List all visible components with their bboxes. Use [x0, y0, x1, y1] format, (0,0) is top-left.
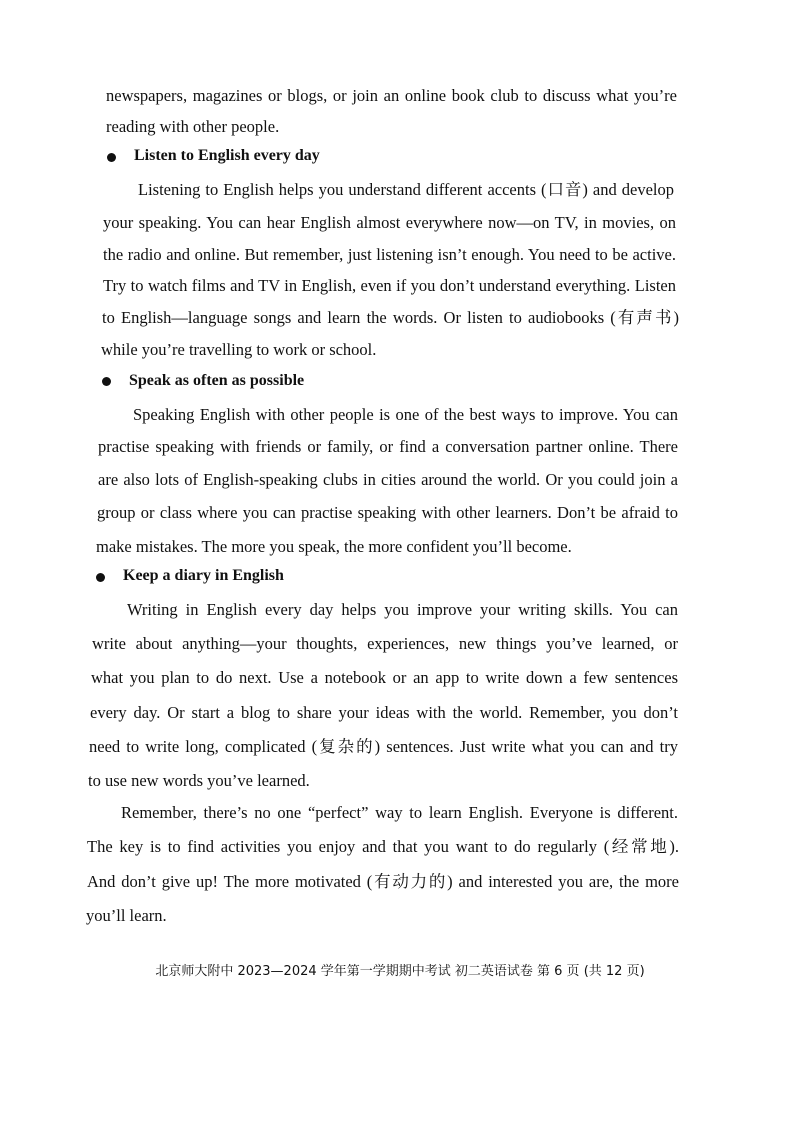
- paragraph-line: practise speaking with friends or family, or find a conversation partner online. There: [98, 437, 678, 456]
- paragraph-line: your speaking. You can hear English almost everywhere now—on TV, in movies, on: [103, 213, 676, 232]
- paragraph-line: every day. Or start a blog to share your ideas with the world. Remember, you don’t: [90, 703, 678, 722]
- paragraph-line: are also lots of English-speaking clubs in cities around the world. Or you could join a: [98, 470, 678, 489]
- paragraph-line: the radio and online. But remember, just listening isn’t enough. You need to be active.: [103, 245, 676, 264]
- paragraph-line: Speaking English with other people is one of the best ways to improve. You can: [133, 405, 678, 424]
- paragraph-line: need to write long, complicated (复杂的) sentences. Just write what you can and try: [89, 737, 678, 756]
- intro-line: reading with other people.: [106, 117, 280, 136]
- section-heading: Speak as often as possible: [129, 372, 305, 389]
- bullet-icon: [102, 377, 111, 386]
- paragraph-line: Writing in English every day helps you improve your writing skills. You can: [127, 600, 678, 619]
- paragraph-line: Listening to English helps you understand different accents (口音) and develop: [138, 180, 674, 199]
- paragraph-line: Try to watch films and TV in English, even if you don’t understand everything. Listen: [103, 276, 676, 295]
- paragraph-line: group or class where you can practise speaking with other learners. Don’t be afraid to: [97, 503, 678, 522]
- section-heading: Keep a diary in English: [123, 567, 284, 584]
- conclusion-line: The key is to find activities you enjoy and that you want to do regularly (经常地).: [87, 837, 679, 856]
- intro-line: newspapers, magazines or blogs, or join an online book club to discuss what you’re: [106, 86, 677, 105]
- paragraph-line: while you’re travelling to work or school.: [101, 340, 377, 359]
- page-footer: 北京师大附中 2023—2024 学年第一学期期中考试 初二英语试卷 第 6 页 (共 12 页): [155, 964, 645, 979]
- paragraph-line: to English—language songs and learn the words. Or listen to audiobooks (有声书): [102, 308, 679, 327]
- section-heading: Listen to English every day: [134, 147, 320, 164]
- conclusion-line: you’ll learn.: [86, 906, 167, 925]
- paragraph-line: make mistakes. The more you speak, the more confident you’ll become.: [96, 537, 572, 556]
- bullet-icon: [107, 153, 116, 162]
- paragraph-line: what you plan to do next. Use a notebook or an app to write down a few sentences: [91, 668, 678, 687]
- conclusion-line: Remember, there’s no one “perfect” way to learn English. Everyone is different.: [121, 803, 678, 822]
- paragraph-line: write about anything—your thoughts, experiences, new things you’ve learned, or: [92, 634, 678, 653]
- bullet-icon: [96, 573, 105, 582]
- conclusion-line: And don’t give up! The more motivated (有动力的) and interested you are, the more: [87, 872, 679, 891]
- paragraph-line: to use new words you’ve learned.: [88, 771, 310, 790]
